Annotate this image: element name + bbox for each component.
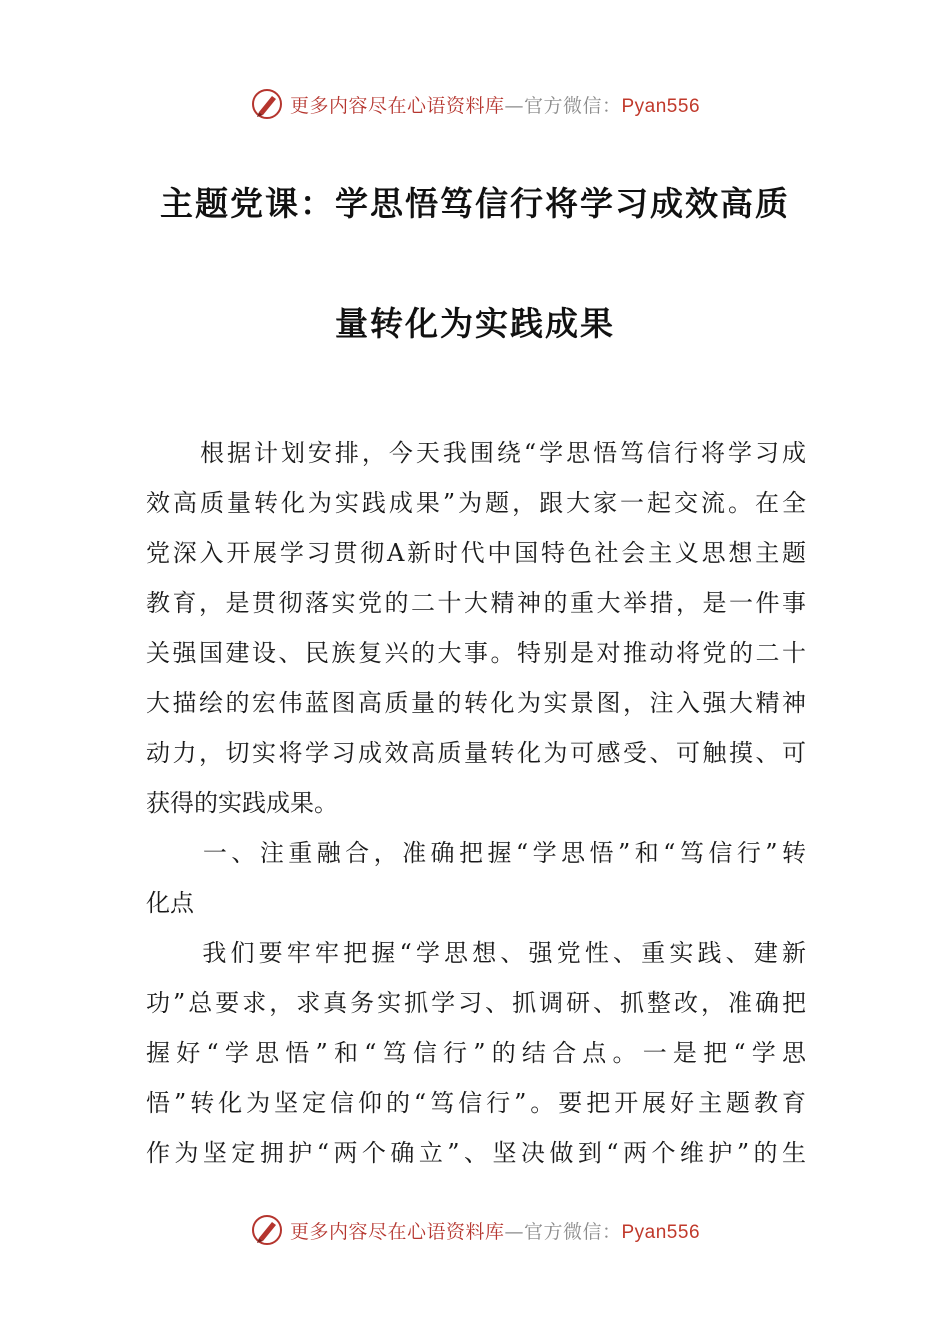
document-body xyxy=(146,428,806,1178)
text-line: 党深入开展学习贯彻A新时代中国特色社会主义思想主题 xyxy=(146,539,806,567)
text-line: 教育，是贯彻落实党的二十大精神的重大举措，是一件事 xyxy=(146,589,806,617)
section-heading-1 xyxy=(146,828,806,928)
document-title-line-2: 量转化为实践成果 xyxy=(335,304,615,343)
text-line: 根据计划安排，今天我围绕“学思悟笃信行将学习成 xyxy=(146,439,806,467)
text-line: 动力，切实将学习成效高质量转化为可感受、可触摸、可 xyxy=(146,739,806,767)
text-line: 关强国建设、民族复兴的大事。特别是对推动将党的二十 xyxy=(146,639,806,667)
pen-logo-icon xyxy=(250,87,284,121)
banner-wechat-id: Pyan556 xyxy=(621,1221,701,1243)
text-line: 功”总要求，求真务实抓学习、抓调研、抓整改，准确把 xyxy=(146,989,806,1017)
paragraph-1 xyxy=(146,428,806,828)
text-line: 效高质量转化为实践成果”为题，跟大家一起交流。在全 xyxy=(146,489,806,517)
banner-text xyxy=(290,91,700,118)
banner-brand: 更多内容尽在心语资料库 xyxy=(289,1220,505,1243)
banner-dash: — xyxy=(504,94,524,117)
text-line: 大描绘的宏伟蓝图高质量的转化为实景图，注入强大精神 xyxy=(146,689,806,717)
text-line: 化点 xyxy=(146,889,194,917)
text-line: 作为坚定拥护“两个确立”、坚决做到“两个维护”的生 xyxy=(146,1139,806,1167)
text-line: 悟”转化为坚定信仰的“笃信行”。要把开展好主题教育 xyxy=(146,1089,806,1117)
footer-banner xyxy=(0,1210,950,1250)
banner-wechat-id: Pyan556 xyxy=(621,95,701,117)
text-line: 一、注重融合，准确把握“学思悟”和“笃信行”转 xyxy=(146,839,806,867)
text-line: 获得的实践成果。 xyxy=(146,789,338,817)
pen-logo-icon xyxy=(250,1213,284,1247)
text-line: 握好“学思悟”和“笃信行”的结合点。一是把“学思 xyxy=(146,1039,806,1067)
banner-label: 官方微信： xyxy=(523,1220,622,1243)
banner-dash: — xyxy=(504,1220,524,1243)
banner-text xyxy=(290,1217,700,1244)
banner-label: 官方微信： xyxy=(523,94,622,117)
banner-brand: 更多内容尽在心语资料库 xyxy=(289,94,505,117)
text-line: 我们要牢牢把握“学思想、强党性、重实践、建新 xyxy=(146,939,806,967)
document-title-line-1: 主题党课：学思悟笃信行将学习成效高质 xyxy=(160,184,790,223)
paragraph-2 xyxy=(146,928,806,1178)
header-banner xyxy=(0,84,950,124)
